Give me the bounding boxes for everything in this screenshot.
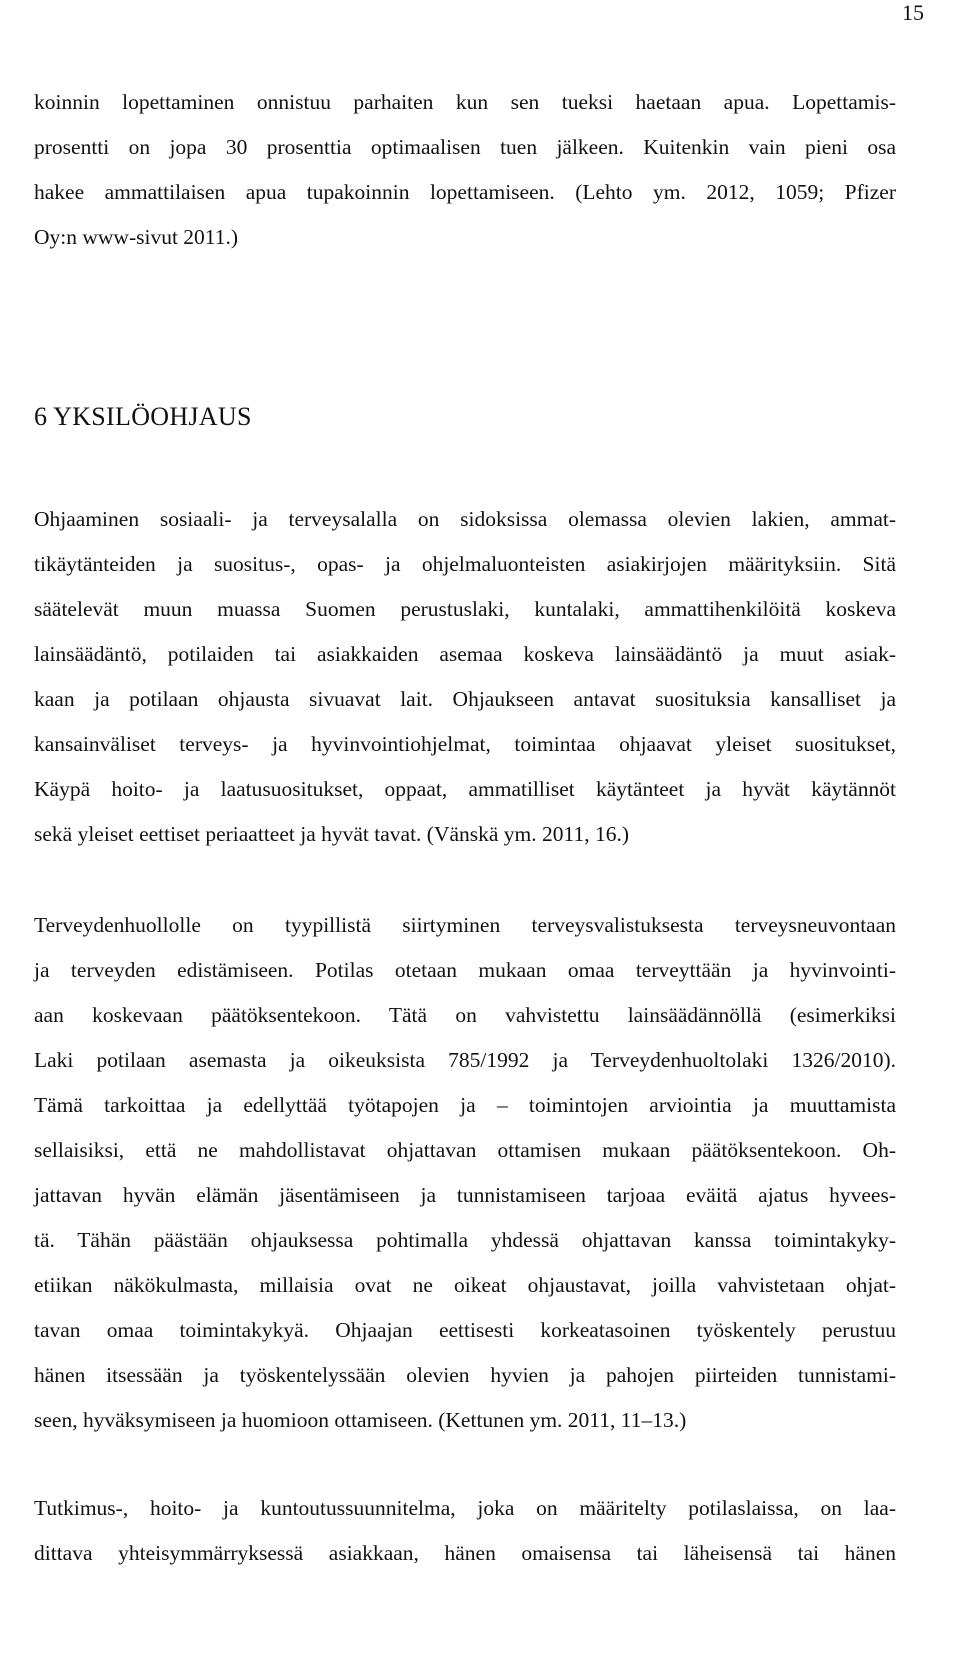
text-line: säätelevät muun muassa Suomen perustuslaki, kuntalaki, ammattihenkilöitä koskeva <box>34 597 896 621</box>
text-line: tikäytänteiden ja suositus-, opas- ja ohjelmaluonteisten asiakirjojen määrityksiin. Sitä <box>34 552 896 576</box>
text-line: sellaisiksi, että ne mahdollistavat ohjattavan ottamisen mukaan päätöksentekoon. Oh- <box>34 1138 896 1162</box>
text-line: koinnin lopettaminen onnistuu parhaiten kun sen tueksi haetaan apua. Lopettamis- <box>34 90 896 114</box>
text-line: jattavan hyvän elämän jäsentämiseen ja tunnistamiseen tarjoaa eväitä ajatus hyvees- <box>34 1183 896 1207</box>
text-line: lainsäädäntö, potilaiden tai asiakkaiden asemaa koskeva lainsäädäntö ja muut asiak- <box>34 642 896 666</box>
text-line: seen, hyväksymiseen ja huomioon ottamiseen. (Kettunen ym. 2011, 11–13.) <box>34 1408 687 1432</box>
paragraph-1 <box>34 80 896 260</box>
paragraph-3 <box>34 903 896 1443</box>
text-line: Tutkimus-, hoito- ja kuntoutussuunnitelma, joka on määritelty potilaslaissa, on laa- <box>34 1496 896 1520</box>
text-line: kansainväliset terveys- ja hyvinvointiohjelmat, toimintaa ohjaavat yleiset suositukset, <box>34 732 896 756</box>
text-line: Ohjaaminen sosiaali- ja terveysalalla on sidoksissa olemassa olevien lakien, ammat- <box>34 507 896 531</box>
text-line: Laki potilaan asemasta ja oikeuksista 785/1992 ja Terveydenhuoltolaki 1326/2010). <box>34 1048 896 1072</box>
text-line: dittava yhteisymmärryksessä asiakkaan, hänen omaisensa tai läheisensä tai hänen <box>34 1541 896 1565</box>
text-line: Oy:n www-sivut 2011.) <box>34 225 239 249</box>
text-line: kaan ja potilaan ohjausta sivuavat lait. Ohjaukseen antavat suosituksia kansalliset ja <box>34 687 896 711</box>
text-line: hänen itsessään ja työskentelyssään olevien hyvien ja pahojen piirteiden tunnistami- <box>34 1363 896 1387</box>
text-line: etiikan näkökulmasta, millaisia ovat ne oikeat ohjaustavat, joilla vahvistetaan ohjat- <box>34 1273 896 1297</box>
text-line: sekä yleiset eettiset periaatteet ja hyvät tavat. (Vänskä ym. 2011, 16.) <box>34 822 630 846</box>
page-number: 15 <box>902 0 924 25</box>
text-line: ja terveyden edistämiseen. Potilas otetaan mukaan omaa terveyttään ja hyvinvointi- <box>34 958 896 982</box>
paragraph-4 <box>34 1486 896 1576</box>
text-line: Käypä hoito- ja laatusuositukset, oppaat, ammatilliset käytänteet ja hyvät käytännöt <box>34 777 896 801</box>
text-line: tä. Tähän päästään ohjauksessa pohtimalla yhdessä ohjattavan kanssa toimintakyky- <box>34 1228 896 1252</box>
text-line: aan koskevaan päätöksentekoon. Tätä on vahvistettu lainsäädännöllä (esimerkiksi <box>34 1003 896 1027</box>
text-line: Terveydenhuollolle on tyypillistä siirtyminen terveysvalistuksesta terveysneuvontaan <box>34 913 896 937</box>
paragraph-2 <box>34 497 896 857</box>
section-heading: 6 YKSILÖOHJAUS <box>34 402 252 431</box>
text-line: prosentti on jopa 30 prosenttia optimaalisen tuen jälkeen. Kuitenkin vain pieni osa <box>34 135 896 159</box>
text-line: tavan omaa toimintakykyä. Ohjaajan eettisesti korkeatasoinen työskentely perustuu <box>34 1318 896 1342</box>
text-line: hakee ammattilaisen apua tupakoinnin lopettamiseen. (Lehto ym. 2012, 1059; Pfizer <box>34 180 896 204</box>
text-line: Tämä tarkoittaa ja edellyttää työtapojen ja – toimintojen arviointia ja muuttamista <box>34 1093 896 1117</box>
